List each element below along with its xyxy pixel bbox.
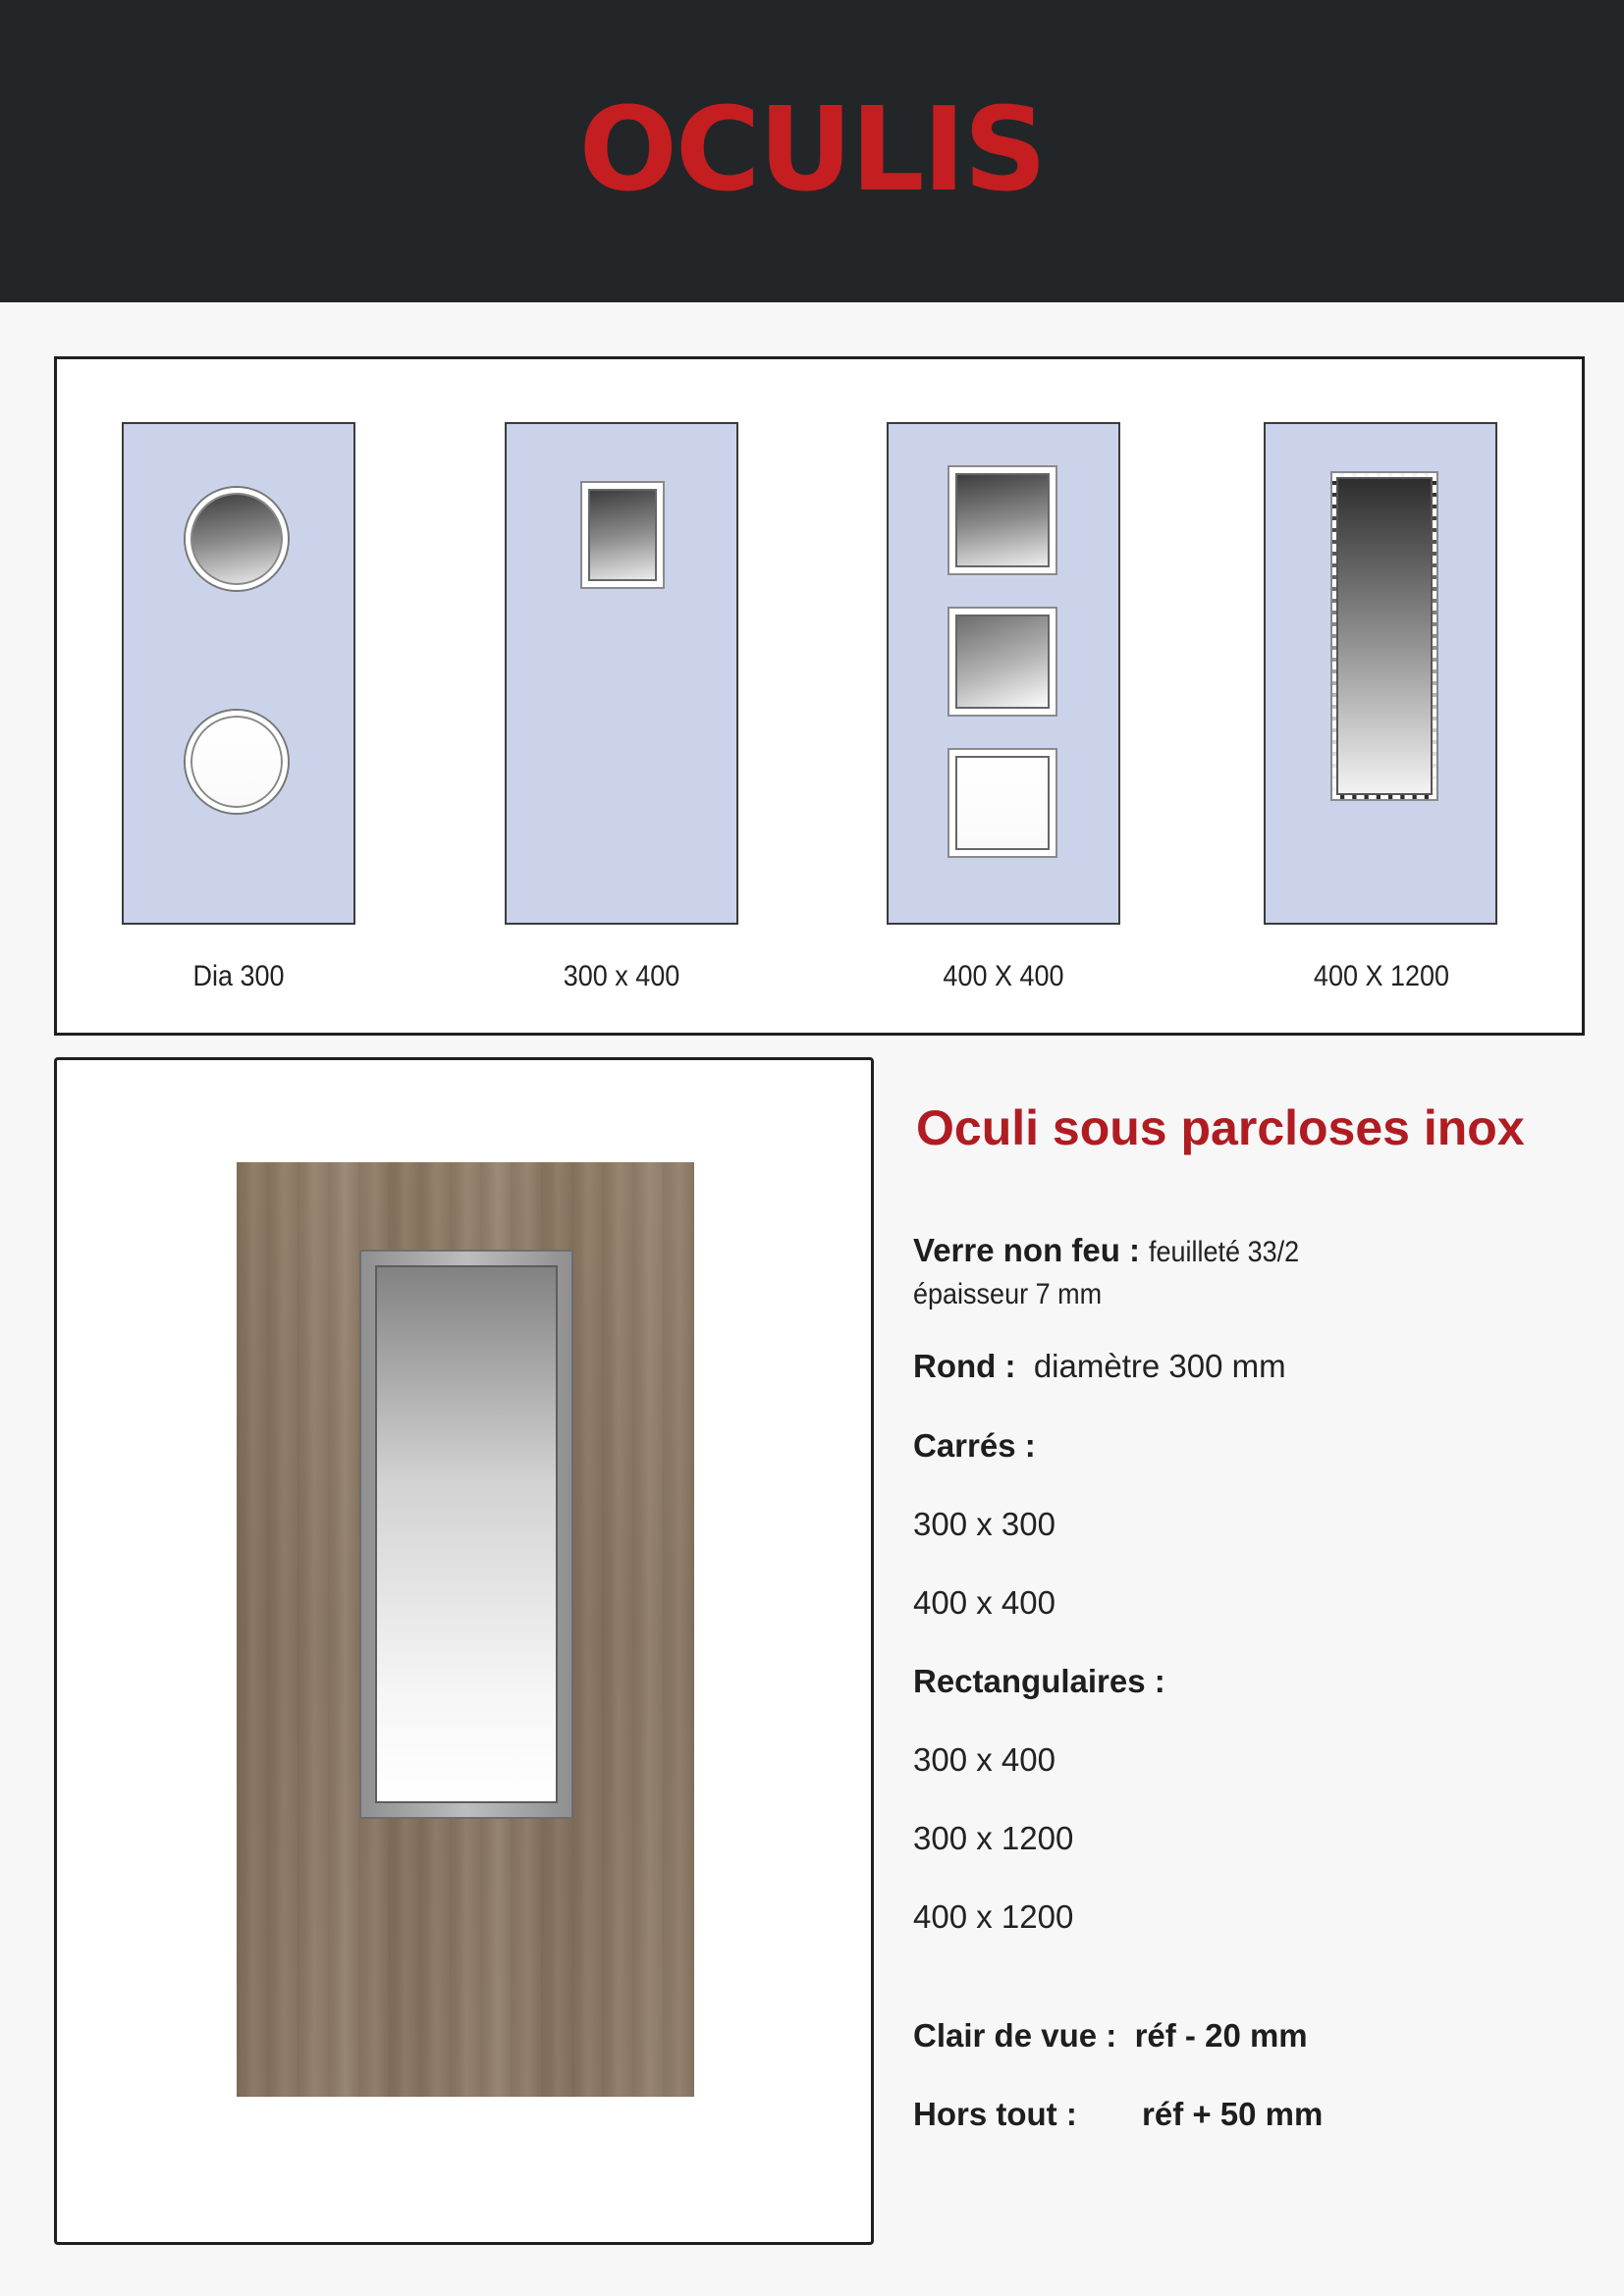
clair-label: Clair de vue : bbox=[913, 2017, 1117, 2054]
rect-item: 300 x 400 bbox=[913, 1741, 1056, 1778]
square-glass-bottom bbox=[949, 750, 1056, 856]
verre-value: feuilleté 33/2 bbox=[1149, 1236, 1300, 1268]
rect-heading bbox=[913, 1663, 1165, 1700]
door-400x400 bbox=[887, 422, 1120, 925]
rect-label: Rectangulaires : bbox=[913, 1663, 1165, 1699]
clair-value: réf - 20 mm bbox=[1134, 2017, 1308, 2054]
round-glass-top bbox=[186, 488, 288, 590]
round-glass-bottom bbox=[186, 711, 288, 813]
square-glass-middle bbox=[949, 609, 1056, 715]
header-banner bbox=[0, 0, 1624, 302]
tall-glass bbox=[1332, 473, 1436, 799]
rect-item: 300 x 1200 bbox=[913, 1820, 1074, 1856]
verre-label: Verre non feu : bbox=[913, 1232, 1141, 1268]
carre-item: 400 x 400 bbox=[913, 1584, 1056, 1621]
specs-title: Oculi sous parcloses inox bbox=[916, 1100, 1525, 1155]
carre-item: 300 x 300 bbox=[913, 1506, 1056, 1542]
verre-line bbox=[913, 1232, 1316, 1269]
verre-line-2 bbox=[913, 1274, 1122, 1311]
rond-value: diamètre 300 mm bbox=[1033, 1348, 1286, 1384]
carres-heading bbox=[913, 1427, 1036, 1465]
models-panel bbox=[54, 356, 1585, 1036]
clair-line bbox=[913, 2017, 1308, 2055]
door-photo-panel bbox=[54, 1057, 874, 2245]
model-label-dia-300: Dia 300 bbox=[192, 960, 285, 992]
rect-item: 400 x 1200 bbox=[913, 1898, 1074, 1935]
model-label-300x400: 300 x 400 bbox=[563, 960, 680, 992]
hors-label: Hors tout : bbox=[913, 2096, 1077, 2132]
model-label-400x400: 400 X 400 bbox=[943, 960, 1064, 992]
inox-beading-frame bbox=[359, 1250, 573, 1819]
verre-value-2: épaisseur 7 mm bbox=[913, 1278, 1103, 1310]
page-title: OCULIS bbox=[578, 81, 1046, 217]
door-dia-300 bbox=[122, 422, 355, 925]
rond-line bbox=[913, 1348, 1286, 1385]
door-400x1200 bbox=[1264, 422, 1497, 925]
model-label-400x1200: 400 X 1200 bbox=[1313, 960, 1450, 992]
wood-door-photo bbox=[237, 1162, 694, 2097]
hors-value: réf + 50 mm bbox=[1142, 2096, 1324, 2132]
carres-label: Carrés : bbox=[913, 1427, 1036, 1464]
square-glass-top bbox=[949, 467, 1056, 573]
glass-pane bbox=[375, 1265, 558, 1803]
hors-line bbox=[913, 2096, 1324, 2133]
rect-glass bbox=[582, 483, 663, 587]
rond-label: Rond : bbox=[913, 1348, 1016, 1384]
door-300x400 bbox=[505, 422, 738, 925]
